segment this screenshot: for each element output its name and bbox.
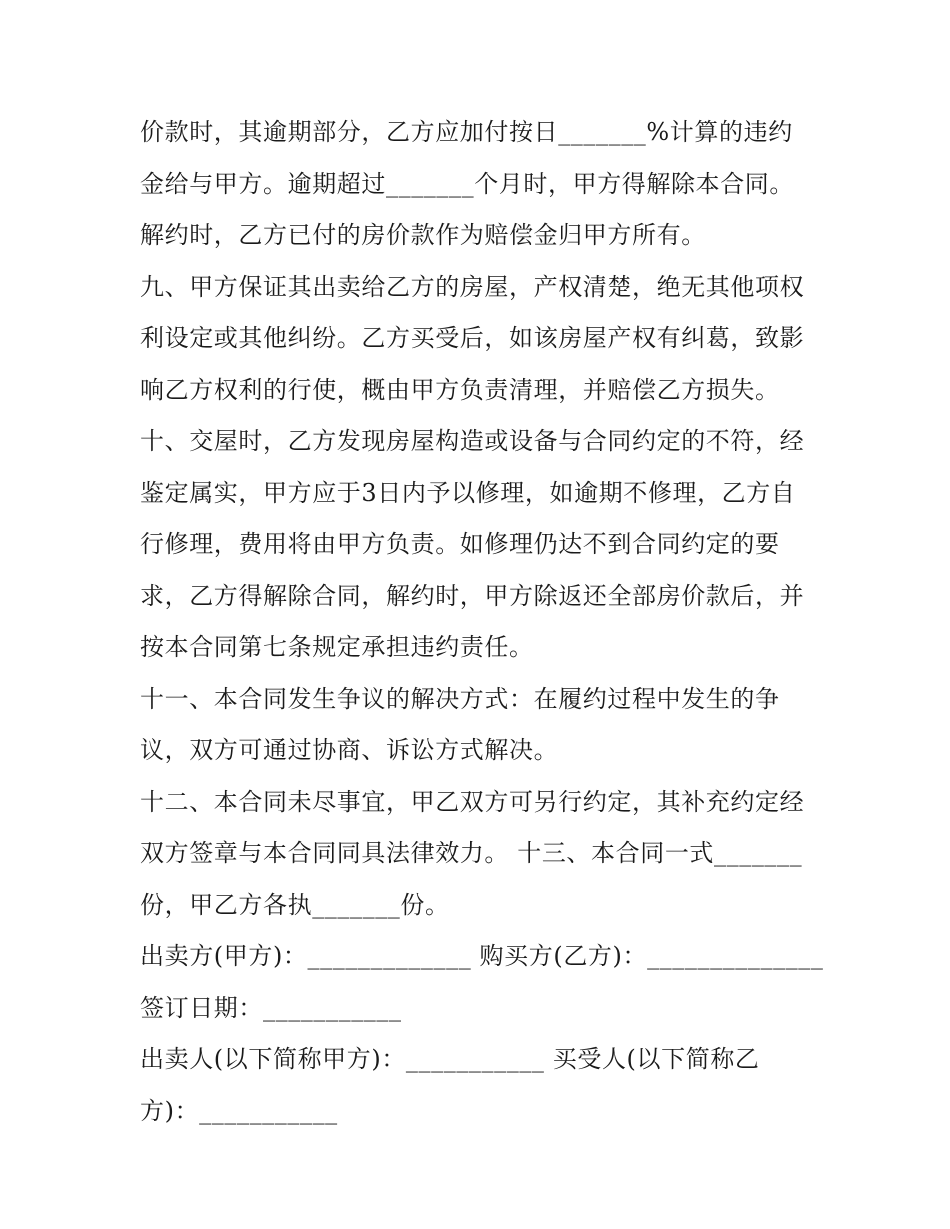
text-line: 求，乙方得解除合同，解约时，甲方除返还全部房价款后，并 (140, 581, 805, 610)
clause-9-line: 九、甲方保证其出卖给乙方的房屋，产权清楚，绝无其他项权 (140, 272, 805, 301)
text-line: 金给与甲方。逾期超过_______个月时，甲方得解除本合同。 (140, 169, 794, 198)
seller-buyer-signature-line: 出卖方(甲方)：_____________ 购买方(乙方)：______________ (140, 942, 824, 970)
clause-10-line: 十、交屋时，乙方发现房屋构造或设备与合同约定的不符，经 (140, 427, 805, 455)
signing-date-line: 签订日期：___________ (140, 993, 402, 1022)
text-line: 利设定或其他纠纷。乙方买受后，如该房屋产权有纠葛，致影 (140, 324, 805, 352)
clause-12-line: 十二、本合同未尽事宜，甲乙双方可另行约定，其补充约定经 (140, 787, 805, 816)
text-line: 份，甲乙方各执_______份。 (140, 890, 450, 919)
text-line: 行修理，费用将由甲方负责。如修理仍达不到合同约定的要 (140, 530, 780, 558)
clause-13-line: 双方签章与本合同同具法律效力。 十三、本合同一式_______ (140, 839, 803, 867)
text-line: 方)：___________ (140, 1096, 338, 1125)
text-line: 议，双方可通过协商、诉讼方式解决。 (140, 736, 559, 764)
clause-11-line: 十一、本合同发生争议的解决方式：在履约过程中发生的争 (140, 684, 780, 713)
contract-text (140, 107, 830, 1137)
seller-buyer-name-line: 出卖人(以下简称甲方)：___________ 买受人(以下简称乙 (140, 1045, 760, 1073)
text-line: 解约时，乙方已付的房价款作为赔偿金归甲方所有。 (140, 221, 706, 249)
text-line: 响乙方权利的行使，概由甲方负责清理，并赔偿乙方损失。 (140, 375, 780, 404)
text-line: 价款时，其逾期部分，乙方应加付按日_______%计算的违约 (140, 118, 793, 146)
text-line: 按本合同第七条规定承担违约责任。 (140, 633, 534, 661)
text-line: 鉴定属实，甲方应于3日内予以修理，如逾期不修理，乙方自 (140, 478, 796, 507)
